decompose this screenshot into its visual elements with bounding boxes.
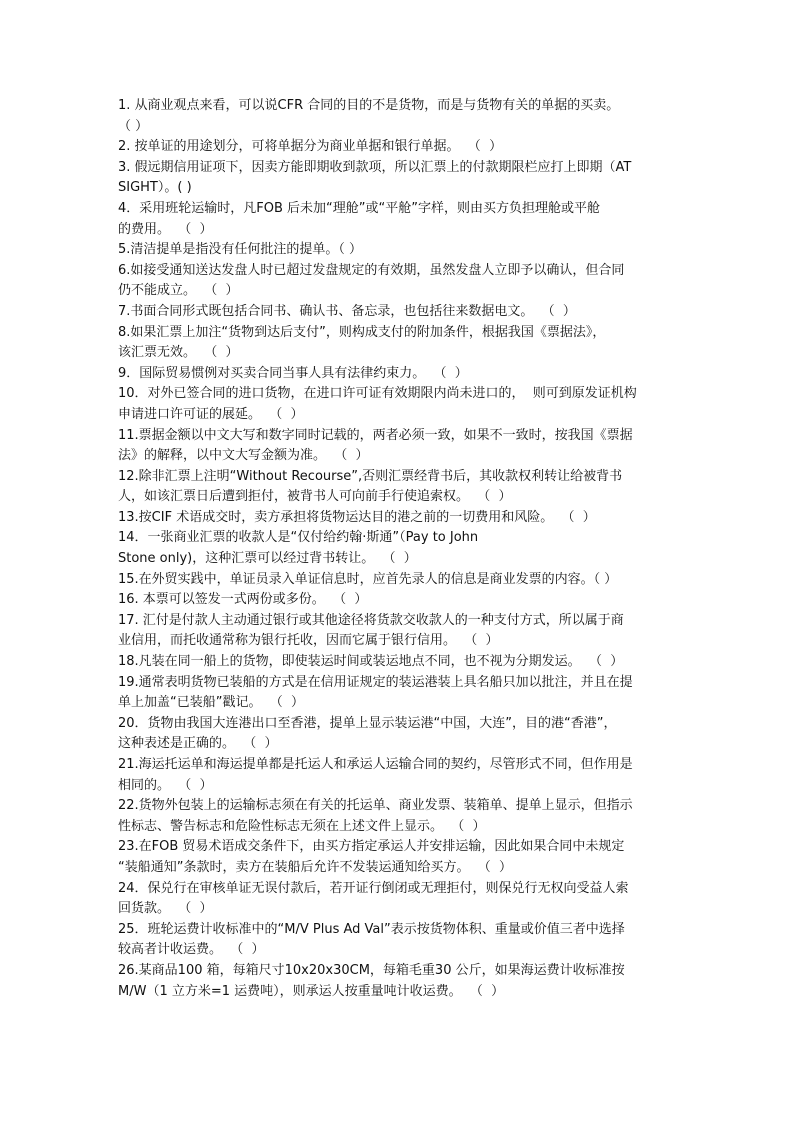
question-item: 7.书面合同形式既包括合同书、确认书、备忘录，也包括往来数据电文。 （ ） (118, 303, 576, 319)
question-item: 26.某商品100 箱，每箱尺寸10x20x30CM，每箱毛重30 公斤，如果海运费计收标准按 M/W（1 立方米=1 运费吨），则承运人按重量吨计收运费。 （ ） (118, 962, 625, 999)
question-item: 15.在外贸实践中，单证员录入单证信息时，应首先录人的信息是商业发票的内容。（ ） (118, 571, 618, 587)
question-item: 13.按CIF 术语成交时，卖方承担将货物运达目的港之前的一切费用和风险。 （ ） (118, 509, 596, 525)
question-item: 14．一张商业汇票的收款人是“仅付给约翰·斯通”（Pay to John Stone only)，这种汇票可以经过背书转让。 （ ） (118, 530, 479, 567)
question-item: 4．采用班轮运输时，凡FOB 后未加“理舱”或“平舱”字样，则由买方负担理舱或平舱 的费用。 （ ） (118, 200, 600, 237)
question-item: 2. 按单证的用途划分，可将单据分为商业单据和银行单据。 （ ） (118, 139, 503, 155)
question-item: 23.在FOB 贸易术语成交条件下，由买方指定承运人并安排运输，因此如果合同中未规定 “装船通知”条款时，卖方在装船后允许不发装运通知给买方。 （ ） (118, 839, 625, 875)
question-item: 19.通常表明货物已装船的方式是在信用证规定的装运港装上具名船只加以批注，并且在提 单上加盖“已装船”戳记。 （ ） (118, 674, 633, 711)
question-item: 1. 从商业观点来看，可以说CFR 合同的目的不是货物，而是与货物有关的单据的买卖。 （ ） (118, 98, 620, 134)
question-item: 18.凡装在同一船上的货物，即使装运时间或装运地点不同，也不视为分期发运。 （ ） (118, 654, 624, 670)
question-item: 11.票据金额以中文大写和数字同时记载的，两者必须一致，如果不一致时，按我国《票据 法》的解释，以中文大写金额为准。 （ ） (118, 427, 633, 464)
question-item: 12.除非汇票上注明“Without Recourse”,否则汇票经背书后，其收款权利转让给被背书 人，如该汇票日后遭到拒付，被背书人可向前手行使追索权。 （ ） (118, 468, 623, 505)
question-item: 3. 假远期信用证项下，因卖方能即期收到款项，所以汇票上的付款期限栏应打上即期（AT SIGHT）。( ) (118, 159, 632, 196)
question-item: 10．对外已签合同的进口货物，在进口许可证有效期限内尚未进口的， 则可到原发证机构 申请进口许可证的展延。 （ ） (118, 386, 637, 422)
question-item: 24．保兑行在审核单证无误付款后，若开证行倒闭或无理拒付，则保兑行无权向受益人索 回货款。 （ ） (118, 880, 629, 917)
question-item: 5.清洁提单是指没有任何批注的提单。（ ） (118, 242, 363, 258)
question-item: 25．班轮运费计收标准中的“M/V Plus Ad Val”表示按货物体积、重量或价值三者中选择 较高者计收运费。 （ ） (118, 921, 625, 958)
question-item: 9．国际贸易惯例对买卖合同当事人具有法律约束力。 （ ） (118, 365, 468, 381)
question-item: 6.如接受通知送达发盘人时已超过发盘规定的有效期，虽然发盘人立即予以确认，但合同 仍不能成立。 （ ） (118, 262, 625, 299)
question-item: 17. 汇付是付款人主动通过银行或其他途径将货款交收款人的一种支付方式，所以属于商 业信用，而托收通常称为银行托收，因而它属于银行信用。 （ ） (118, 612, 624, 649)
question-list (118, 96, 678, 1002)
question-item: 16. 本票可以签发一式两份或多份。 （ ） (118, 592, 368, 608)
question-item: 21.海运托运单和海运提单都是托运人和承运人运输合同的契约，尽管形式不同，但作用是 相同的。 （ ） (118, 757, 633, 793)
question-item: 20．货物由我国大连港出口至香港，提单上显示装运港“中国，大连”，目的港“香港”， 这种表述是正确的。 （ ） (118, 715, 617, 752)
question-item: 8.如果汇票上加注“货物到达后支付”，则构成支付的附加条件，根据我国《票据法》， 该汇票无效。 （ ） (118, 324, 606, 361)
question-item: 22.货物外包装上的运输标志须在有关的托运单、商业发票、装箱单、提单上显示，但指示 性标志、警告标志和危险性标志无须在上述文件上显示。 （ ） (118, 798, 633, 834)
